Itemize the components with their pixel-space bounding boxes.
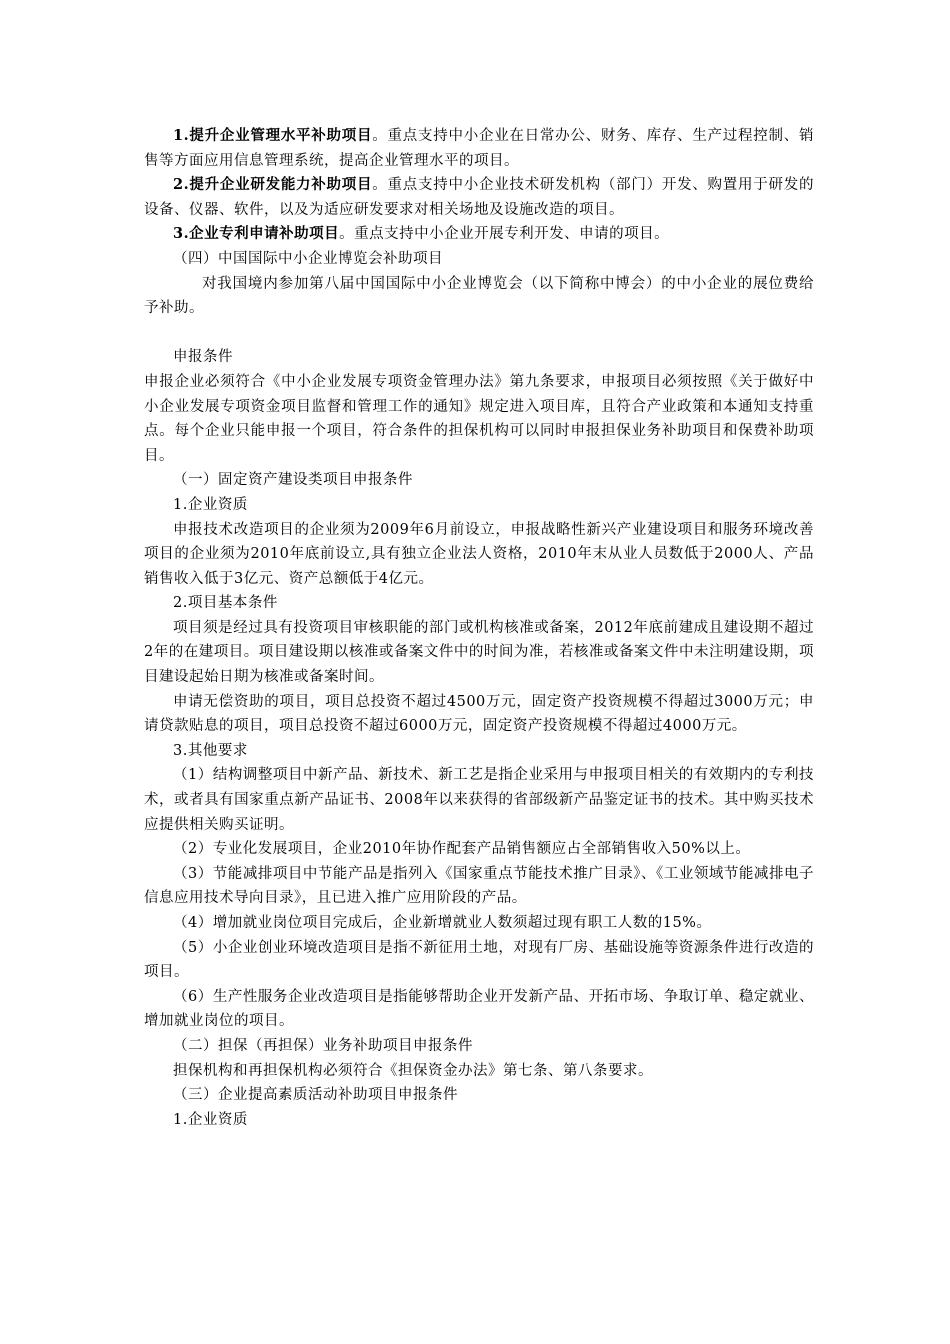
requirement-item: （4）增加就业岗位项目完成后，企业新增就业人数须超过现有职工人数的15%。 — [173, 915, 712, 931]
item-1-heading: 1.提升企业管理水平补助项目 — [173, 127, 373, 144]
section-1-2-text-2: 申请无偿资助的项目，项目总投资不超过4500万元，固定资产投资规模不得超过3000万元；申请贷款贴息的项目，项目总投资不超过6000万元，固定资产投资规模不得超过4000万元。 — [144, 693, 814, 735]
item-2-heading: 2.提升企业研发能力补助项目 — [173, 176, 373, 194]
section-2-heading: （二）担保（再担保）业务补助项目申报条件 — [173, 1037, 473, 1054]
expo-heading: （四）中国国际中小企业博览会补助项目 — [173, 250, 443, 267]
requirement-item: （1）结构调整项目中新产品、新技术、新工艺是指企业采用与申报项目相关的有效期内的专利技术，或者具有国家重点新产品证书、2008年以来获得的省部级新产品鉴定证书的技术。其中购买技术应提供相关购买证明。 — [144, 767, 814, 833]
section-1-3-title: 3.其他要求 — [173, 742, 248, 759]
item-1-text: 。重点支持中小企业在日常办公、财务、库存、生产过程控制、销售等方面应用信息管理系统，提高企业管理水平的项目。 — [144, 128, 814, 169]
section-2-text: 担保机构和再担保机构必须符合《担保资金办法》第七条、第八条要求。 — [173, 1062, 653, 1079]
section-1-heading: （一）固定资产建设类项目申报条件 — [173, 472, 413, 489]
requirement-item: （6）生产性服务企业改造项目是指能够帮助企业开发新产品、开拓市场、争取订单、稳定就业、增加就业岗位的项目。 — [144, 988, 814, 1030]
requirement-item: （5）小企业创业环境改造项目是指不新征用土地，对现有厂房、基础设施等资源条件进行改造的项目。 — [144, 939, 814, 981]
requirement-item: （3）节能减排项目中节能产品是指列入《国家重点节能技术推广目录》、《工业领域节能减排电子信息应用技术导向目录》，且已进入推广应用阶段的产品。 — [144, 865, 814, 907]
section-3-heading: （三）企业提高素质活动补助项目申报条件 — [173, 1087, 458, 1104]
section-1-1-text: 申报技术改造项目的企业须为2009年6月前设立，申报战略性新兴产业建设项目和服务环境改善项目的企业须为2010年底前设立,具有独立企业法人资格，2010年末从业人员数低于2000人、产品销售收入低于3亿元、资产总额低于4亿元。 — [144, 521, 814, 587]
item-3-text: 。重点支持中小企业开展专利开发、申请的项目。 — [339, 226, 670, 243]
expo-text: 对我国境内参加第八届中国国际中小企业博览会（以下简称中博会）的中小企业的展位费给予补助。 — [144, 275, 814, 317]
document-body — [144, 124, 814, 1132]
section-1-2-title: 2.项目基本条件 — [173, 595, 278, 612]
item-3-heading: 3.企业专利申请补助项目 — [173, 225, 340, 243]
section-1-2-text-1: 项目须是经过具有投资项目审核职能的部门或机构核准或备案，2012年底前建成且建设期不超过2年的在建项目。项目建设期以核准或备案文件中的时间为准，若核准或备案文件中未注明建设期，项目建设起始日期为核准或备案时间。 — [144, 619, 814, 686]
paragraph-item-3 — [144, 222, 814, 247]
conditions-intro: 申报企业必须符合《中小企业发展专项资金管理办法》第九条要求，申报项目必须按照《关于做好中小企业发展专项资金项目监督和管理工作的通知》规定进入项目库，且符合产业政策和本通知支持重点。每个企业只能申报一个项目，符合条件的担保机构可以同时申报担保业务补助项目和保费补助项目。 — [144, 373, 814, 464]
item-2-text: 。重点支持中小企业技术研发机构（部门）开发、购置用于研发的设备、仪器、软件，以及为适应研发要求对相关场地及设施改造的项目。 — [144, 177, 814, 218]
section-3-1-title: 1.企业资质 — [173, 1111, 248, 1128]
paragraph-item-2 — [144, 173, 814, 222]
section-1-1-title: 1.企业资质 — [173, 496, 248, 513]
paragraph-item-1 — [144, 124, 814, 173]
conditions-title: 申报条件 — [173, 349, 233, 366]
blank-line — [144, 321, 814, 346]
requirement-item: （2）专业化发展项目，企业2010年协作配套产品销售额应占全部销售收入50%以上。 — [173, 841, 751, 858]
